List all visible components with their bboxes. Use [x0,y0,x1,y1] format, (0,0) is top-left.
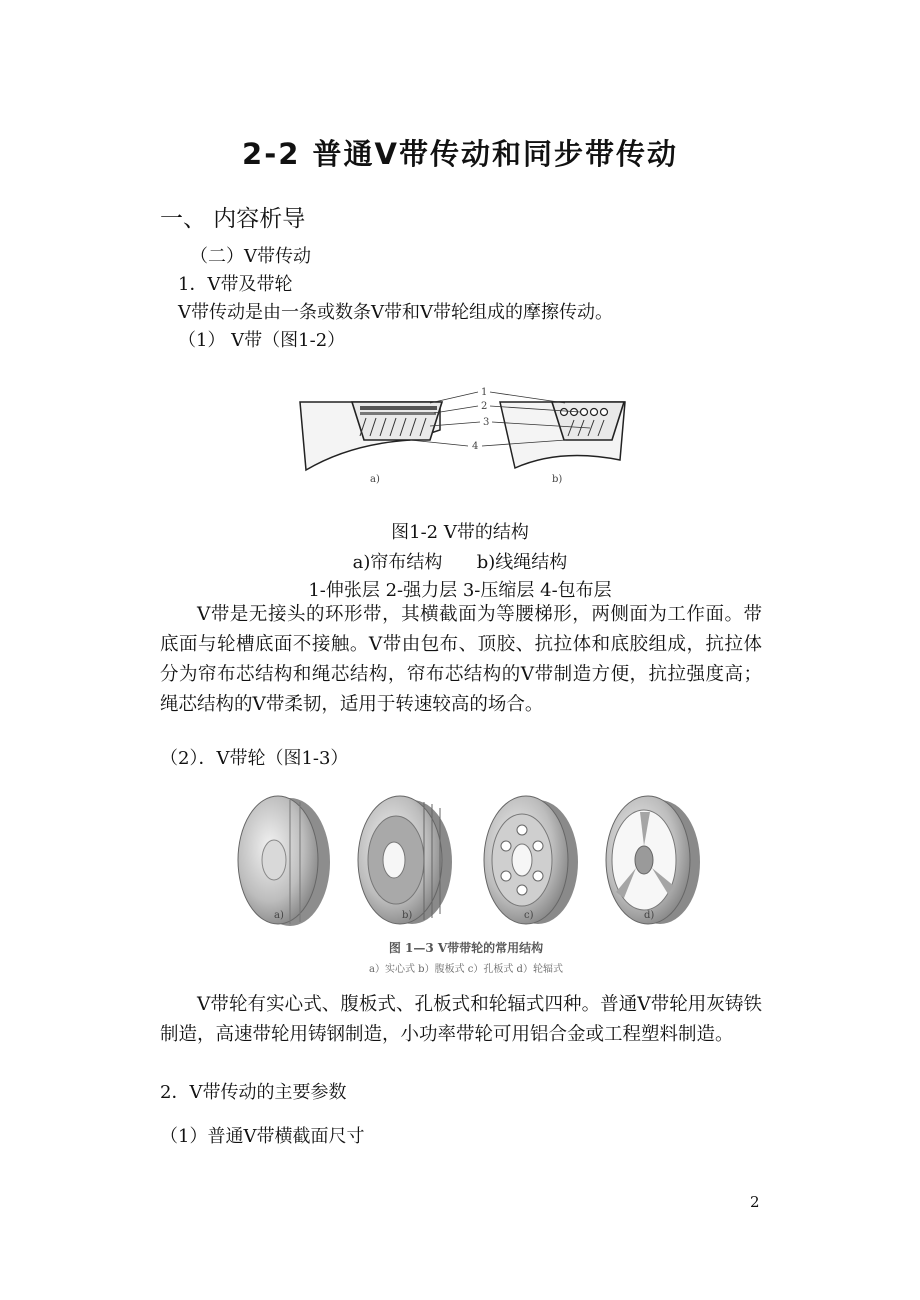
pulley-web [358,796,452,924]
fig12-label-3: 3 [483,417,490,428]
vbelt-description: V带是无接头的环形带，其横截面为等腰梯形，两侧面为工作面。带底面与轮槽底面不接触。V带由包布、顶胶、抗拉体和底胶组成，抗拉体分为帘布芯结构和绳芯结构，帘布芯结构的V带制造方便，抗拉强度高；绳芯结构的V带柔韧，适用于转速较高的场合。 [160,604,762,715]
fig12-label-2: 2 [481,401,488,412]
pulley-spoked [606,796,700,924]
pulley-solid [238,796,330,926]
page-number: 2 [750,1193,760,1211]
item-heading-1-1: （1） V带（图1-2） [178,330,346,351]
fig13-caption-sub: a）实心式 b）腹板式 c）孔板式 d）轮辐式 [369,964,563,975]
fig12-caption-sub: a)帘布结构 b)线绳结构 [352,552,568,573]
intro-line: V带传动是由一条或数条V带和V带轮组成的摩擦传动。 [178,302,613,323]
fig12-sub-b: b) [552,474,563,485]
fig12-label-4: 4 [472,441,479,452]
fig13-sub-b: b) [402,910,413,921]
item-heading-2: 2．V带传动的主要参数 [160,1082,347,1103]
pulley-plate [484,796,578,924]
vbelt-structure-figure [290,382,630,492]
fig12-caption-title: 图1-2 V带的结构 [391,522,529,543]
page-title: 2-2 普通V带传动和同步带传动 [242,137,678,171]
fig13-sub-a: a) [274,910,284,921]
sub-heading: （二）V带传动 [190,246,311,267]
item-heading-1-2: （2）．V带轮（图1-3） [160,748,349,769]
fig12-caption-parts: 1-伸张层 2-强力层 3-压缩层 4-包布层 [308,580,612,601]
fig13-sub-c: c) [524,910,534,921]
pulley-description: V带轮有实心式、腹板式、孔板式和轮辐式四种。普通V带轮用灰铸铁制造，高速带轮用铸钢制造，小功率带轮可用铝合金或工程塑料制造。 [160,994,762,1045]
item-heading-1: 1．V带及带轮 [178,274,293,295]
fig13-caption-title: 图 1—3 V带带轮的常用结构 [388,941,544,955]
fig12-label-1: 1 [481,387,488,398]
section-heading: 一、 内容析导 [160,206,306,232]
item-heading-2-1: （1）普通V带横截面尺寸 [160,1126,365,1147]
fig13-sub-d: d) [644,910,655,921]
pulley-structure-figure [216,782,716,982]
fig12-sub-a: a) [370,474,380,485]
